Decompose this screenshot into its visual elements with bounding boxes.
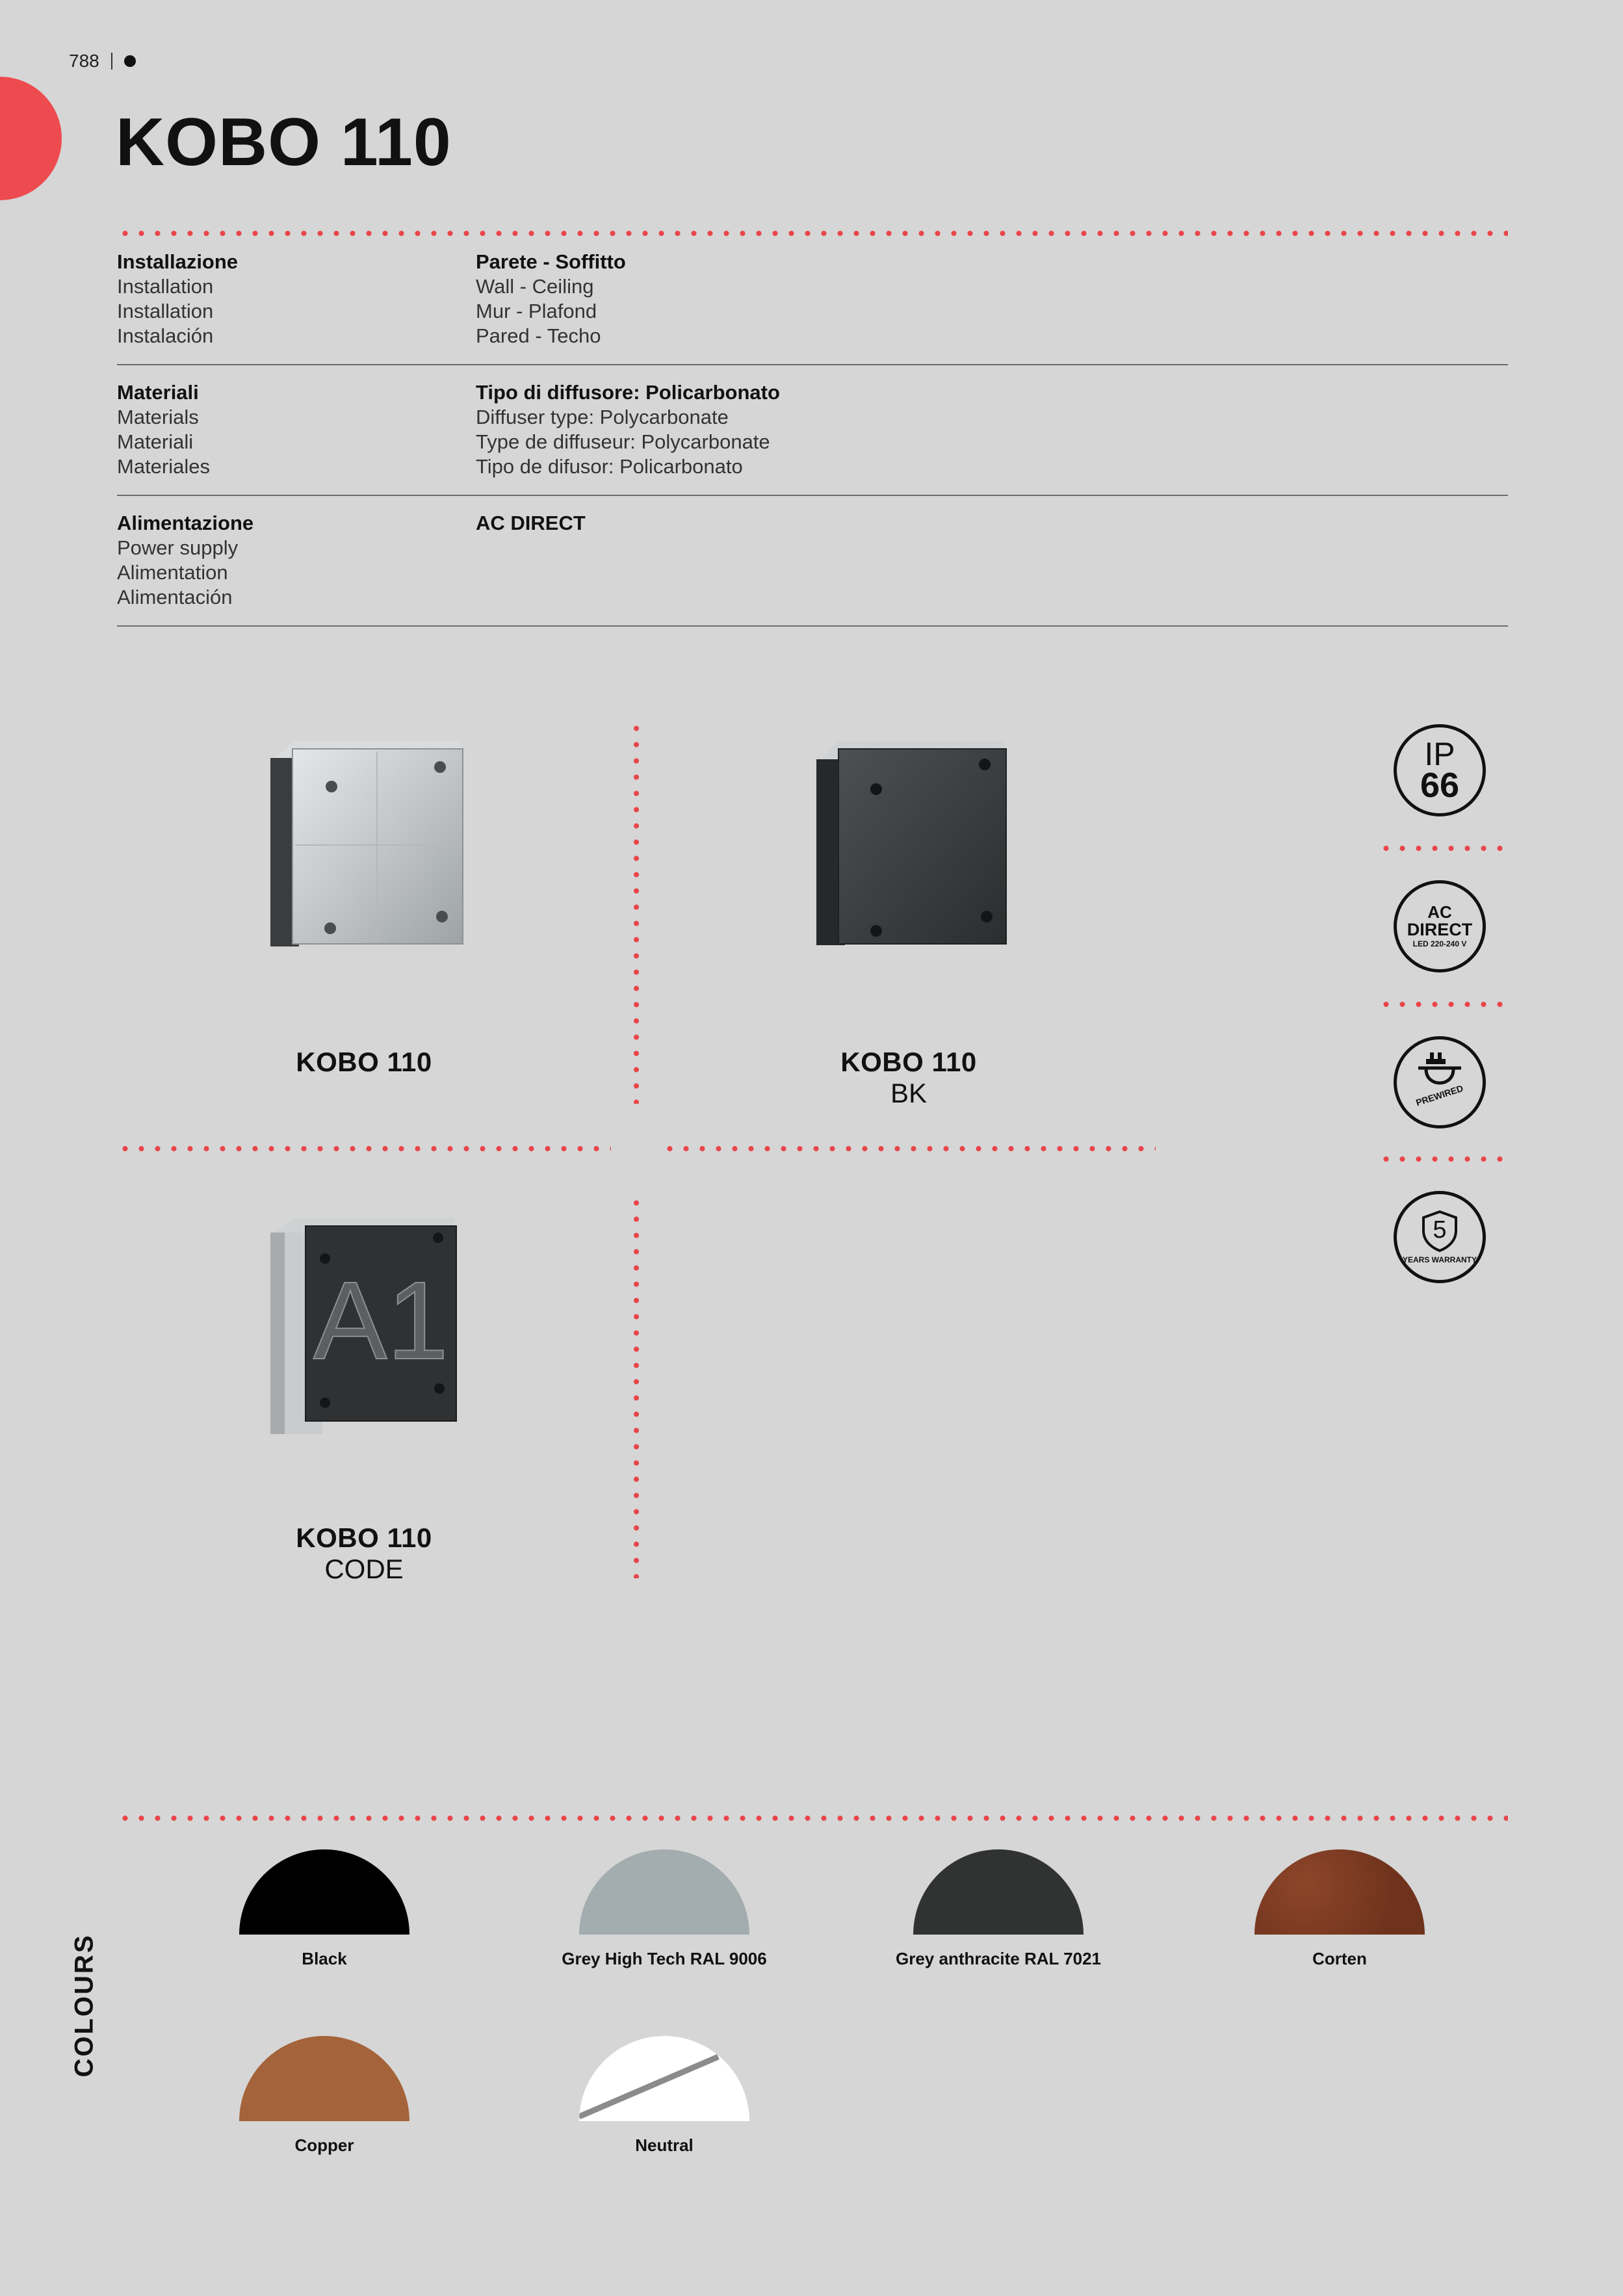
colour-swatch-grey-high-tech: [579, 1849, 749, 1935]
dotted-divider-mid-right: [662, 1145, 1156, 1152]
product-name: KOBO 110: [296, 1047, 432, 1077]
swatch-fill: [913, 1849, 1084, 1935]
spec-value: Wall - Ceiling: [476, 275, 594, 298]
spec-installation-values: [476, 250, 1451, 348]
spec-power-labels: [117, 511, 468, 610]
spec-label: Materiali: [117, 430, 194, 453]
spec-value: Mur - Plafond: [476, 300, 597, 322]
neutral-swatch-graphic: [579, 2036, 749, 2121]
colour-label: Corten: [1312, 1949, 1367, 1968]
swatch-fill: [239, 1849, 409, 1935]
product-name: KOBO 110: [840, 1047, 977, 1077]
spec-label: Installation: [117, 300, 214, 322]
product-image-kobo-110-code: [253, 1196, 474, 1469]
swatch-fill: [579, 1849, 749, 1935]
ip66-badge: [1394, 724, 1486, 816]
dotted-divider-colours: [117, 1815, 1508, 1821]
spec-value: Tipo di diffusore: Policarbonato: [476, 381, 780, 404]
dotted-divider-badge-2: [1378, 1001, 1508, 1008]
colour-label: Neutral: [635, 2135, 694, 2155]
spec-label: Materials: [117, 406, 199, 428]
spec-value: Tipo de difusor: Policarbonato: [476, 455, 743, 478]
prewired-badge: [1394, 1036, 1486, 1128]
ac-badge-line2: DIRECT: [1407, 920, 1473, 939]
warranty-badge: [1394, 1191, 1486, 1283]
product-caption-kobo-110-bk: [766, 1047, 1052, 1109]
dotted-divider-badge-1: [1378, 845, 1508, 852]
warranty-number: 5: [1433, 1216, 1447, 1244]
page-title: KOBO 110: [116, 105, 452, 180]
colour-swatch-neutral: [579, 2036, 749, 2121]
ac-direct-badge: [1394, 880, 1486, 972]
dotted-divider-mid-left: [117, 1145, 611, 1152]
ac-badge-line3: LED 220-240 V: [1412, 939, 1467, 948]
spec-label: Instalación: [117, 324, 214, 347]
spec-installation-labels: [117, 250, 468, 348]
page-separator: [111, 53, 112, 70]
product-variant: BK: [890, 1078, 928, 1108]
spec-label: Installazione: [117, 250, 239, 273]
warranty-text: YEARS WARRANTY: [1402, 1255, 1477, 1264]
spec-label: Power supply: [117, 536, 239, 559]
swatch-fill: [1254, 1849, 1425, 1935]
colour-swatch-black: [239, 1849, 409, 1935]
spec-installation: [117, 250, 1508, 365]
ip-badge-bottom: 66: [1420, 766, 1460, 805]
dotted-divider-badge-3: [1378, 1156, 1508, 1162]
colour-label: Grey anthracite RAL 7021: [896, 1949, 1101, 1968]
product-caption-kobo-110-code: [221, 1522, 507, 1585]
colour-label: Grey High Tech RAL 9006: [562, 1949, 767, 1968]
colour-swatch-corten: [1254, 1849, 1425, 1935]
page-number-text: 788: [69, 51, 99, 71]
colours-heading: COLOURS: [70, 1933, 99, 2078]
spec-label: Alimentation: [117, 561, 228, 584]
colour-swatch-grey-anthracite: [913, 1849, 1084, 1935]
spec-power-supply: [117, 511, 1508, 627]
spec-value: Pared - Techo: [476, 324, 601, 347]
colour-label: Black: [302, 1949, 347, 1968]
swatch-fill: [239, 2036, 409, 2121]
spec-materials-values: [476, 380, 1451, 479]
red-accent-circle: [0, 77, 62, 200]
product-image-kobo-110: [253, 722, 474, 982]
spec-label: Installation: [117, 275, 214, 298]
product-caption-kobo-110: [221, 1047, 507, 1078]
spec-value: AC DIRECT: [476, 512, 586, 534]
spec-label: Materiali: [117, 381, 199, 404]
prewired-text: PREWIRED: [1414, 1082, 1465, 1108]
dotted-divider-vertical-2: [633, 1195, 640, 1578]
ip-badge-top: IP: [1424, 736, 1455, 772]
spec-label: Alimentazione: [117, 512, 254, 534]
colour-label: Copper: [294, 2135, 354, 2155]
spec-value: Diffuser type: Polycarbonate: [476, 406, 729, 428]
spec-label: Materiales: [117, 455, 210, 478]
colour-swatch-copper: [239, 2036, 409, 2121]
product-image-kobo-110-bk: [799, 722, 1020, 982]
dotted-divider-vertical-1: [633, 720, 640, 1104]
spec-materials-labels: [117, 380, 468, 479]
spec-value: Parete - Soffitto: [476, 250, 626, 273]
spec-materials: [117, 380, 1508, 496]
product-name: KOBO 110: [296, 1522, 432, 1553]
ac-badge-line1: AC: [1427, 902, 1452, 922]
page-number: [69, 51, 136, 72]
product-code-text: A1: [313, 1259, 448, 1383]
spec-power-values: [476, 511, 1451, 536]
dotted-divider-top: [117, 230, 1508, 237]
spec-value: Type de diffuseur: Polycarbonate: [476, 430, 770, 453]
spec-label: Alimentación: [117, 586, 233, 608]
product-variant: CODE: [324, 1554, 404, 1584]
page-bullet-icon: [124, 55, 136, 67]
